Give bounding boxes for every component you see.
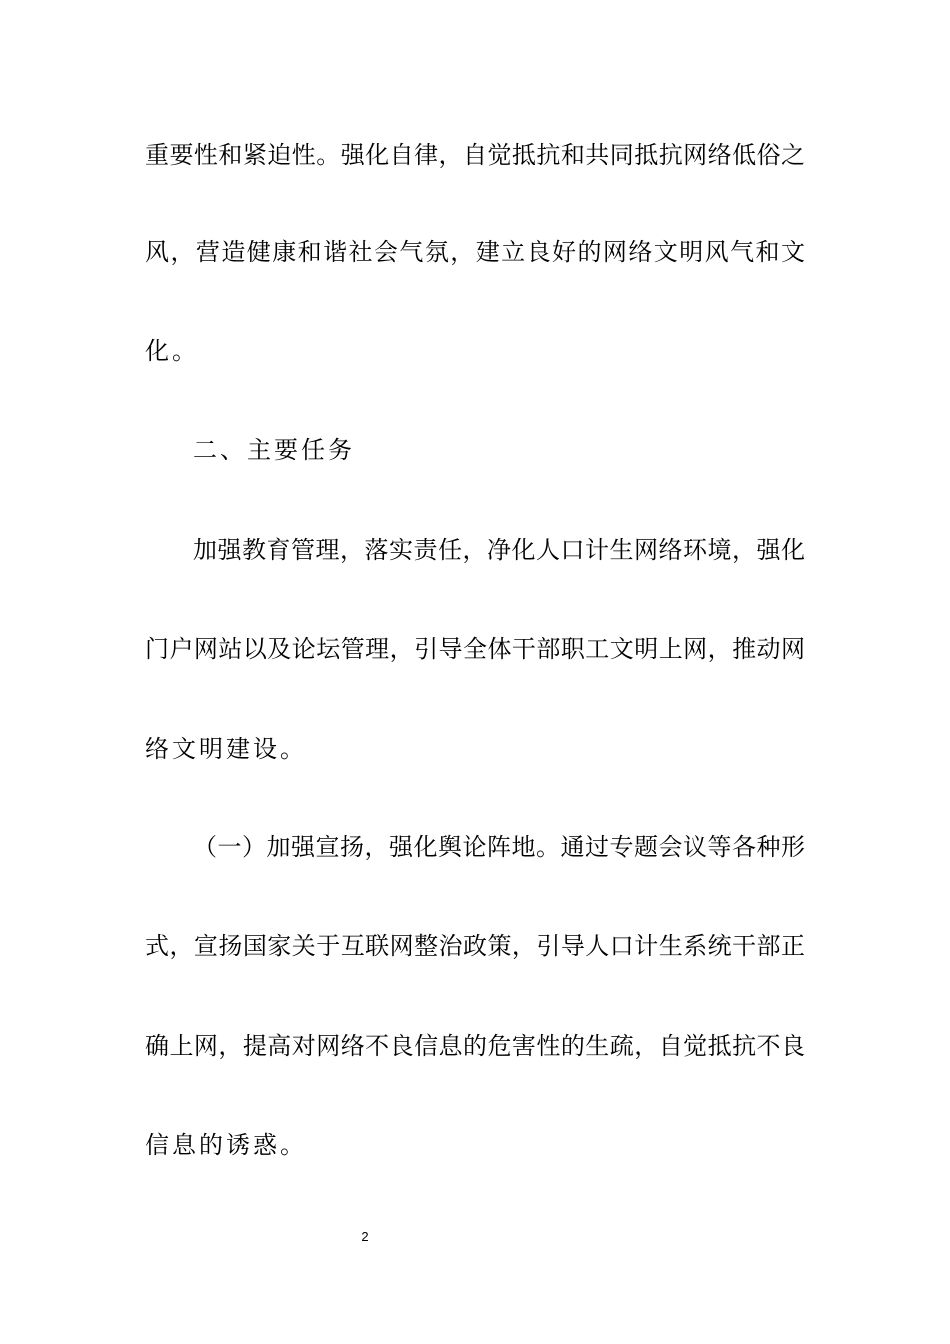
- paragraph-line: 确上网，提高对网络不良信息的危害性的生疏，自觉抵抗不良: [145, 1032, 805, 1060]
- paragraph-line: （一）加强宣扬，强化舆论阵地。通过专题会议等各种形: [193, 833, 805, 861]
- paragraph-line: 风，营造健康和谐社会气氛，建立良好的网络文明风气和文: [145, 238, 805, 266]
- paragraph-line: 加强教育管理，落实责任，净化人口计生网络环境，强化: [193, 536, 805, 564]
- paragraph-line: 络文明建设。: [145, 735, 307, 763]
- paragraph-line: 门户网站以及论坛管理，引导全体干部职工文明上网，推动网: [145, 635, 805, 663]
- paragraph-line: 信息的诱惑。: [145, 1131, 307, 1159]
- paragraph-line: 重要性和紧迫性。强化自律，自觉抵抗和共同抵抗网络低俗之: [145, 141, 805, 169]
- page-number: 2: [361, 1229, 369, 1244]
- paragraph-line: 式，宣扬国家关于互联网整治政策，引导人口计生系统干部正: [145, 932, 805, 960]
- section-heading: 二、主要任务: [193, 436, 355, 464]
- paragraph-line: 化。: [145, 337, 199, 365]
